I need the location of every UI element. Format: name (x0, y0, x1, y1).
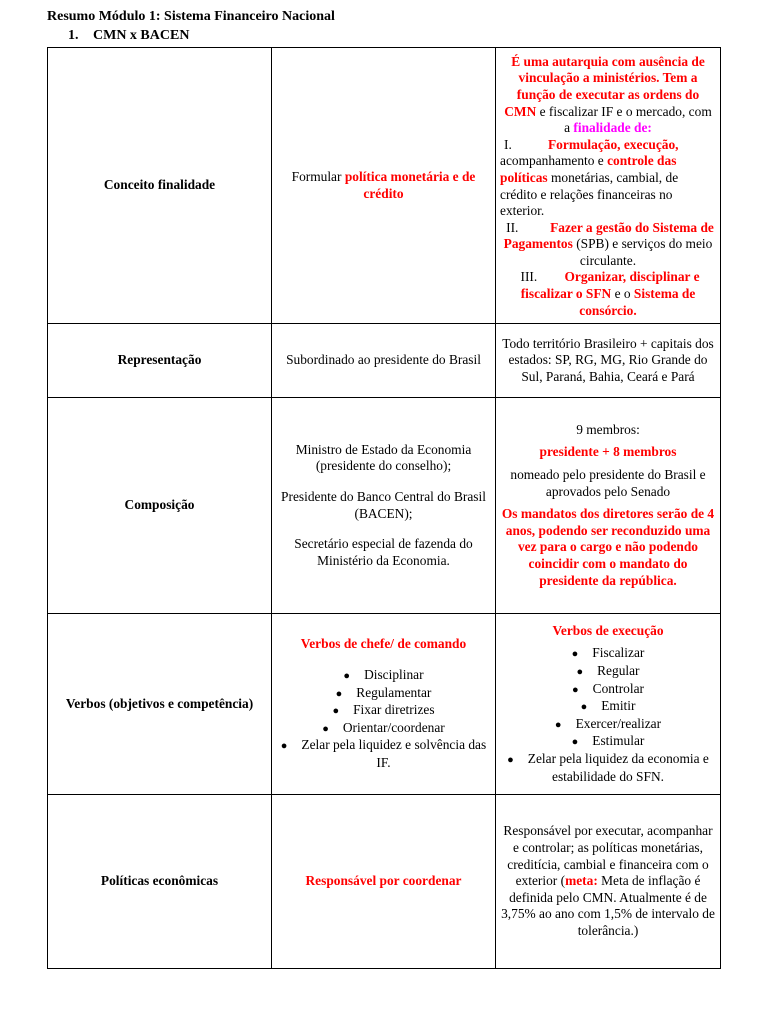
table-row (48, 795, 721, 969)
list-item-label: Controlar (592, 680, 644, 696)
list-item-label: Fiscalizar (592, 645, 645, 661)
cell-text: Formular (291, 168, 345, 184)
list-item (276, 702, 491, 720)
list-item (500, 733, 716, 751)
bacen-cell (496, 795, 721, 969)
list-item (500, 645, 716, 663)
list-title: Verbos de chefe/ de comando (300, 636, 467, 652)
list-number: III. (520, 269, 538, 285)
list-item (276, 720, 491, 738)
cell-text: Secretário especial de fazenda do Ministério da Economia. (294, 536, 473, 568)
highlight-text: controle das políticas (500, 153, 677, 185)
highlight-text: finalidade de: (573, 120, 652, 136)
list-item-label: Exercer/realizar (575, 715, 662, 731)
table-row (48, 48, 721, 324)
list-item (500, 220, 716, 270)
bullet-icon: ● (322, 722, 329, 735)
bullet-list (500, 645, 716, 785)
list-item-label: Regulamentar (356, 684, 432, 700)
highlight-text: É uma autarquia com ausência de vinculação a ministérios. Tem a função de executar as ordens do CMN (504, 53, 705, 119)
table-row (48, 398, 721, 614)
list-item (276, 737, 491, 771)
list-number: II. (506, 219, 519, 235)
row-label: Composição (48, 398, 272, 614)
highlight-text: política monetária e de crédito (344, 168, 476, 201)
bullet-list (276, 667, 491, 772)
list-item-label: Emitir (601, 698, 636, 714)
table-row (48, 324, 721, 398)
list-item (500, 269, 716, 319)
table-row (48, 614, 721, 795)
cell-text: 9 membros: (576, 421, 640, 437)
row-label: Conceito finalidade (48, 48, 272, 324)
cmn-cell (272, 614, 496, 795)
bullet-icon: ● (335, 687, 343, 700)
bullet-icon: ● (571, 736, 579, 749)
cell-text: e fiscalizar IF e o mercado, com a (536, 103, 712, 136)
cell-text: Responsável por executar, acompanhar e controlar; as políticas monetárias, creditícia, cambial e financeira com o exterior ( (503, 823, 713, 889)
cell-text: Presidente do Banco Central do Brasil (BACEN); (281, 488, 486, 521)
row-label: Verbos (objetivos e competência) (48, 614, 272, 795)
bacen-cell (496, 48, 721, 324)
bullet-icon: ● (576, 666, 584, 679)
highlight-text: Os mandatos dos diretores serão de 4 anos, podendo ser reconduzido uma vez para o cargo e não podendo coincidir com o mandato do presidente da república. (501, 506, 715, 588)
cell-text: Meta de inflação é definida pelo CMN. Atualmente é de 3,75% ao ano com 1,5% de intervalo de tolerância.) (501, 873, 715, 938)
row-label: Representação (48, 324, 272, 398)
list-item-label: Estimular (592, 733, 645, 749)
list-number: I. (504, 136, 512, 152)
list-item (500, 663, 716, 681)
highlight-text: Formulação, execução, (548, 136, 679, 152)
list-item (500, 137, 716, 220)
bullet-icon: ● (572, 683, 579, 696)
list-item-label: Zelar pela liquidez da economia e estabilidade do SFN. (527, 750, 709, 784)
bullet-icon: ● (507, 753, 514, 766)
list-item-label: Orientar/coordenar (342, 719, 445, 735)
cmn-cell (272, 48, 496, 324)
comparison-table (47, 47, 721, 969)
list-item-label: Zelar pela liquidez e solvência das IF. (301, 737, 487, 770)
cmn-cell: Responsável por coordenar (272, 795, 496, 969)
highlight-text: Organizar, disciplinar e fiscalizar o SFN (520, 269, 700, 302)
cell-text: nomeado pelo presidente do Brasil e aprovados pelo Senado (510, 467, 706, 499)
bullet-icon: ● (343, 670, 351, 683)
page-title: Resumo Módulo 1: Sistema Financeiro Nacional (47, 9, 335, 24)
highlight-text: meta: (565, 873, 598, 889)
cmn-cell: Subordinado ao presidente do Brasil (272, 324, 496, 398)
list-item (276, 685, 491, 703)
cmn-cell (272, 398, 496, 614)
list-item (276, 667, 491, 685)
list-item (500, 698, 716, 716)
highlight-text: Fazer a gestão do Sistema de Pagamentos (503, 219, 714, 252)
section-number: 1. (68, 28, 79, 43)
list-item (500, 751, 716, 785)
list-item-label: Regular (597, 663, 640, 679)
cell-text: acompanhamento e (500, 153, 608, 169)
highlight-text: Sistema de consórcio. (579, 286, 696, 318)
bacen-cell: Todo território Brasileiro + capitais dos estados: SP, RG, MG, Rio Grande do Sul, Paraná, Bahia, Ceará e Pará (496, 324, 721, 398)
bullet-icon: ● (571, 648, 579, 661)
bullet-icon: ● (332, 705, 340, 718)
cell-text: (SPB) e serviços do meio circulante. (572, 236, 713, 268)
row-label: Políticas econômicas (48, 795, 272, 969)
bullet-icon: ● (280, 740, 288, 753)
list-item-label: Disciplinar (364, 667, 424, 683)
bacen-cell (496, 614, 721, 795)
bacen-cell (496, 398, 721, 614)
highlight-text: presidente + 8 membros (539, 444, 677, 460)
bullet-icon: ● (580, 701, 588, 714)
list-item-label: Fixar diretrizes (353, 702, 435, 718)
section-heading (68, 28, 189, 45)
cell-text: Ministro de Estado da Economia (presidente do conselho); (295, 441, 472, 474)
cell-text: e o (611, 286, 634, 302)
cell-text: monetárias, cambial, de crédito e relações financeiras no exterior. (500, 169, 679, 219)
section-label: CMN x BACEN (93, 28, 190, 43)
bullet-icon: ● (554, 718, 562, 731)
list-item (500, 681, 716, 699)
list-title: Verbos de execução (552, 622, 664, 638)
list-item (500, 716, 716, 734)
